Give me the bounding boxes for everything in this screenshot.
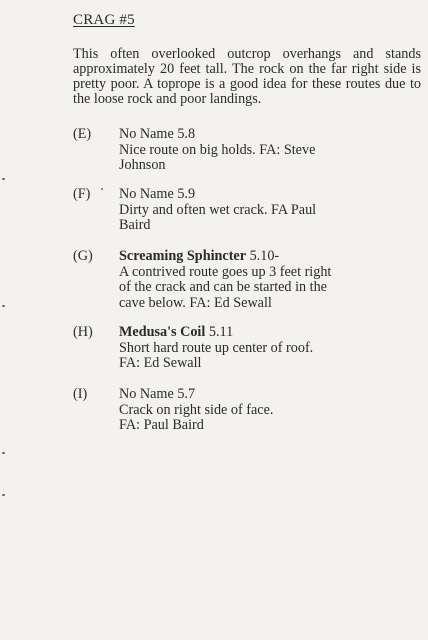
route-h: [73, 325, 413, 372]
route-i: [73, 387, 413, 434]
route-grade: 5.10-: [249, 248, 280, 264]
route-body: [119, 249, 413, 311]
route-name: No Name: [119, 386, 174, 402]
route-title: [119, 127, 413, 143]
route-g: [73, 249, 413, 311]
scan-speck: [2, 494, 5, 496]
route-grade: 5.8: [177, 126, 196, 142]
scan-speck: [2, 178, 5, 180]
route-letter: (H): [73, 324, 93, 340]
route-name: No Name: [119, 186, 174, 202]
route-description-line: Johnson: [119, 157, 166, 173]
route-description-line: Nice route on big holds. FA: Steve: [119, 141, 316, 158]
route-letter: (G): [73, 248, 93, 264]
route-description-line: Short hard route up center of roof.: [119, 339, 314, 356]
route-description-line: Baird: [119, 217, 151, 233]
route-grade: 5.7: [177, 386, 196, 402]
route-description-line: Dirty and often wet crack. FA Paul: [119, 201, 317, 218]
scan-speck: [2, 305, 5, 307]
route-e: [73, 127, 413, 174]
route-grade: 5.9: [177, 186, 196, 202]
route-body: [119, 325, 413, 372]
route-f: [73, 187, 413, 234]
route-description-line: Crack on right side of face.: [119, 401, 274, 418]
route-title: [119, 325, 413, 341]
route-name: No Name: [119, 126, 174, 142]
route-description-line: cave below. FA: Ed Sewall: [119, 294, 272, 311]
route-letter: (E): [73, 126, 92, 142]
scan-speck: [101, 188, 103, 190]
scan-speck: [2, 452, 5, 454]
route-description-line: FA: Ed Sewall: [119, 355, 202, 371]
route-title: [119, 249, 413, 265]
route-letter: (I): [73, 386, 88, 402]
route-title: [119, 187, 413, 203]
crag-heading: CRAG #5: [73, 12, 135, 28]
route-body: [119, 127, 413, 174]
route-body: [119, 387, 413, 434]
route-title: [119, 387, 413, 403]
route-letter: (F): [73, 186, 91, 202]
route-description-line: of the crack and can be started in the: [119, 279, 327, 295]
route-grade: 5.11: [208, 324, 234, 340]
crag-intro: This often overlooked outcrop overhangs and stands approximately 20 feet tall. The rock on the far right side is pretty poor. A toprope is a good idea for these routes due to the loose rock and poor landings.: [73, 46, 421, 107]
route-description-line: FA: Paul Baird: [119, 417, 204, 433]
route-description-line: A contrived route goes up 3 feet right: [119, 263, 332, 280]
route-name: Screaming Sphincter: [119, 248, 247, 264]
route-name: Medusa's Coil: [119, 324, 206, 340]
route-body: [119, 187, 413, 234]
